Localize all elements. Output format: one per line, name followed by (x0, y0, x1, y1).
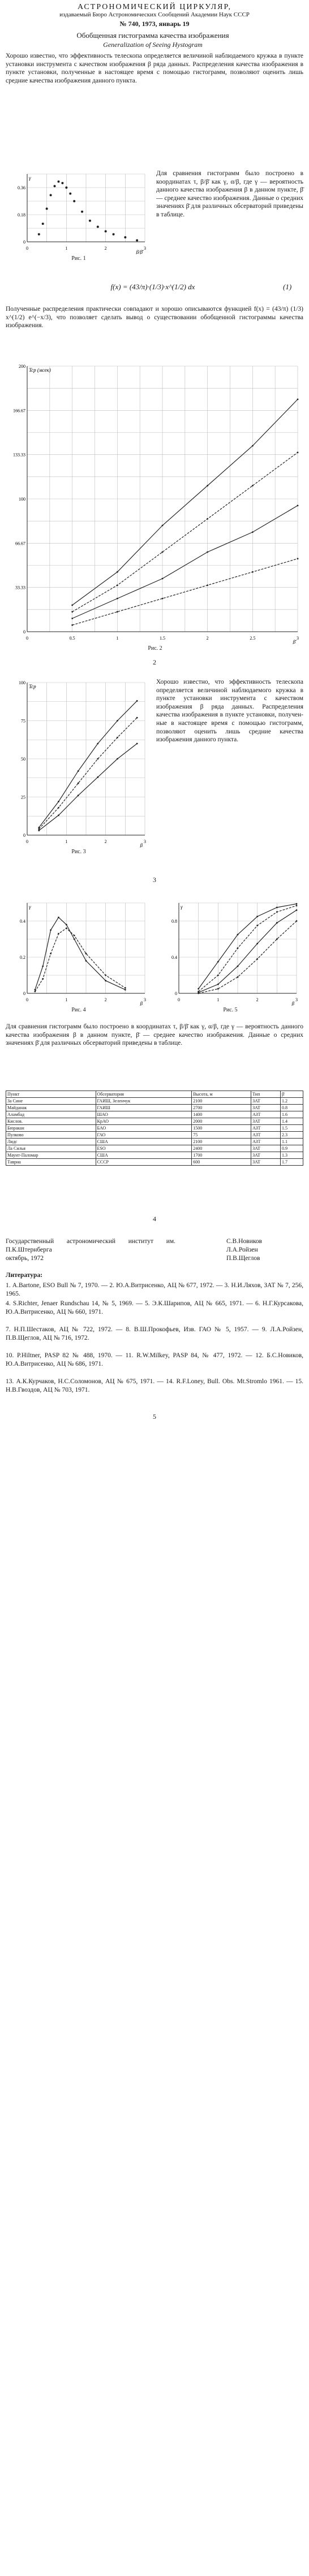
data-point (73, 200, 75, 202)
data-point (74, 935, 75, 936)
data-point (113, 233, 115, 236)
data-point (276, 911, 278, 913)
table-header-cell: Обсерватория (96, 1091, 192, 1098)
table-row (6, 1105, 303, 1111)
data-point (124, 236, 126, 238)
table-cell: Маунт-Паломар (6, 1152, 96, 1159)
table-row (6, 1152, 303, 1159)
data-point (162, 578, 164, 580)
references-title: Литература: (6, 1272, 43, 1279)
paragraph-1: Хорошо известно, что эффективность телескопа определяется величиной наблюдаемого кружка в пункте установки инструмента с качеством изображения β ряда данных. Распределения качества изображения в пункте установки, полученные в настоящее время с помощью гистограмм, позволяют оценить лишь средние качества изображения данного пункта. (6, 53, 303, 84)
x-tick-label: 3 (144, 997, 146, 1002)
data-point (237, 976, 239, 978)
page-number-3: 3 (153, 876, 156, 884)
table-cell: ЗАТ (251, 1105, 281, 1111)
table-row (6, 1132, 303, 1139)
table-cell: ЗАТ (251, 1145, 281, 1152)
data-point (85, 960, 87, 962)
y-axis-label: γ (29, 175, 31, 181)
table-cell: 1500 (192, 1125, 251, 1132)
data-point (66, 924, 67, 926)
figure-1-chart (8, 170, 149, 254)
page-number-2: 2 (153, 658, 156, 666)
article-title-en: Generalization of Seeing Hystogram (103, 41, 203, 49)
table-cell: 1.2 (281, 1098, 303, 1105)
equation: f(x) = (43/π)·(1/3)·x^(1/2) dx (110, 283, 195, 291)
x-tick-label: 1.5 (160, 636, 165, 641)
data-point (71, 605, 73, 606)
data-point (252, 445, 254, 447)
data-point (217, 984, 219, 985)
y-axis-label: γ (29, 904, 31, 910)
reference-3: 7. Н.П.Шестаков, АЦ № 722, 1972. — 8. В.Ш.Прокофьев, Изв. ГАО № 5, 1957. — 9. Л.А.Ройзен, П.В.Щеглов, АЦ № 716, 1972. (6, 1326, 303, 1341)
x-tick-label: 0 (26, 246, 28, 251)
y-tick-label: 0 (23, 991, 25, 996)
table-cell: ШАО (96, 1111, 192, 1118)
paragraph-2: Для сравнения гистограмм было построено в координатах τ, β/β̄ как γ, α/β, где γ — вероятность данного качества изображения β в данном пункте, β̄ — среднее качество изображения. Данные о средних значениях β̄ для различных обсерваторий приведены в таблице. (156, 170, 303, 218)
page-number-5: 5 (153, 1413, 156, 1421)
data-point (237, 934, 239, 936)
reference-1: 1. А.Bartone, ESO Bull № 7, 1970. — 2. Ю.А.Витрисенко, АЦ № 677, 1972. — 3. Н.И.Ляхов, ЗАТ № 7, 256, 1965. (6, 1282, 303, 1297)
table-row (6, 1139, 303, 1145)
data-point (71, 624, 73, 626)
data-point (54, 185, 56, 187)
data-point (207, 485, 208, 486)
x-axis-label: β̄ (293, 639, 295, 644)
data-point (34, 991, 36, 992)
table-cell: 1.1 (281, 1139, 303, 1145)
y-tick-label: 50 (21, 757, 25, 762)
data-point (136, 239, 138, 241)
x-tick-label: 0 (178, 997, 180, 1002)
paragraph-3: Полученные распределения практически совпадают и хорошо описываются функцией f(x) = (43/π) (1/3) x^(1/2) e^(−x/3), что позволяет сделать вывод о существовании обобщенной гистограммы качества изображения. (6, 306, 303, 329)
table-cell: ГАО (96, 1132, 192, 1139)
table-cell: АЗТ (251, 1132, 281, 1139)
data-point (162, 598, 164, 600)
x-tick-label: 2 (206, 636, 209, 641)
data-point (105, 975, 106, 976)
data-point (85, 953, 87, 954)
x-tick-label: 1 (217, 997, 220, 1002)
data-point (217, 961, 219, 963)
y-tick-label: 100 (19, 680, 25, 685)
data-point (276, 939, 278, 940)
publisher-line: издаваемый Бюро Астрономических Сообщений Академии Наук СССР (59, 11, 250, 18)
table-header-cell: β̄ (281, 1091, 303, 1098)
institution: Государственный астрономический институт им. П.К.Штернберга (6, 1238, 175, 1253)
table-cell: БАО (96, 1125, 192, 1132)
x-axis-label: β/β̄ (136, 249, 143, 254)
figure-3-chart (8, 678, 149, 848)
data-point (105, 230, 107, 232)
table-cell: 0.8 (281, 1105, 303, 1111)
x-tick-label: 1 (65, 839, 68, 844)
data-point (256, 958, 258, 960)
x-tick-label: 2 (256, 997, 259, 1002)
table-header-cell: Пункт (6, 1091, 96, 1098)
table-cell: 2000 (192, 1118, 251, 1125)
y-axis-label: γ (181, 904, 183, 910)
y-tick-label: 66.67 (15, 541, 25, 546)
figure-5-chart (160, 898, 301, 1006)
table-cell: Кислов. (6, 1118, 96, 1125)
x-tick-label: 3 (295, 997, 298, 1002)
data-point (297, 451, 299, 453)
table-row (6, 1118, 303, 1125)
table-cell: 600 (192, 1159, 251, 1166)
figure-1-caption: Рис. 1 (71, 255, 86, 262)
data-point (296, 920, 298, 922)
series-line (39, 718, 137, 829)
data-point (217, 988, 219, 990)
data-point (136, 700, 138, 702)
data-point (58, 916, 59, 918)
data-point (71, 611, 73, 612)
data-point (207, 584, 208, 586)
equation-number: (1) (283, 283, 292, 291)
table-cell: СССР (96, 1159, 192, 1166)
data-point (97, 776, 98, 778)
y-axis-label: Tcp (мсек) (29, 367, 51, 373)
table-header-cell: Высота, м (192, 1091, 251, 1098)
table-cell: Лидс (6, 1139, 96, 1145)
table-cell: Аламбад (6, 1111, 96, 1118)
figure-2-caption: Рис. 2 (148, 645, 162, 651)
data-point (256, 916, 258, 918)
data-point (237, 948, 239, 949)
data-point (117, 720, 118, 722)
x-tick-label: 1 (116, 636, 119, 641)
table-cell: Тавриа (6, 1159, 96, 1166)
figure-4-chart (8, 898, 149, 1006)
table-cell: Бюракан (6, 1125, 96, 1132)
data-point (97, 758, 98, 760)
figure-4-caption: Рис. 4 (71, 1007, 86, 1013)
x-tick-label: 1 (65, 246, 68, 251)
y-tick-label: 100 (19, 497, 25, 502)
y-tick-label: 200 (19, 364, 25, 369)
figure-2-chart (8, 362, 302, 644)
table-cell: АЗТ (251, 1111, 281, 1118)
data-point (58, 801, 59, 802)
x-tick-label: 2 (104, 997, 107, 1002)
data-point (276, 922, 278, 924)
y-tick-label: 0 (23, 240, 25, 245)
figure-3-caption: Рис. 3 (71, 849, 86, 855)
table-row (6, 1111, 303, 1118)
data-point (74, 939, 75, 940)
table-cell: 1.7 (281, 1159, 303, 1166)
data-point (296, 903, 298, 905)
data-point (256, 943, 258, 945)
y-tick-label: 0.4 (171, 955, 177, 960)
data-point (207, 551, 208, 553)
x-tick-label: 3 (144, 839, 146, 844)
data-point (71, 618, 73, 619)
table-cell: ЗАТ (251, 1152, 281, 1159)
series-line (199, 906, 297, 992)
table-cell: КрАО (96, 1118, 192, 1125)
series-line (199, 904, 297, 989)
data-point (50, 953, 52, 954)
data-point (105, 980, 106, 981)
data-point (38, 233, 40, 236)
data-point (276, 907, 278, 909)
table-cell: 0.9 (281, 1145, 303, 1152)
table-header-cell: Тип (251, 1091, 281, 1098)
table-cell: ЗАТ (251, 1159, 281, 1166)
table-cell: США (96, 1152, 192, 1159)
series-line (35, 928, 125, 992)
paragraph-2-repeat: Для сравнения гистограмм было построено в координатах τ, β/β̄ как γ, α/β, где γ — вероятность данного качества изображения β в данном пункте, β̄ — среднее качество изображения. Данные о средних значениях β̄ для различных обсерваторий приведены в таблице. (6, 1023, 303, 1047)
data-point (297, 558, 299, 559)
table-cell: 1.3 (281, 1152, 303, 1159)
data-point (162, 551, 164, 553)
data-point (58, 933, 59, 935)
data-point (117, 758, 118, 760)
data-point (78, 770, 79, 772)
x-axis-label: β (140, 842, 143, 848)
data-point (69, 193, 71, 195)
table-header-row (6, 1091, 303, 1098)
y-tick-label: 0 (23, 629, 25, 635)
data-point (256, 925, 258, 927)
data-point (38, 828, 40, 830)
y-axis-label: Tcp (29, 684, 36, 689)
sign-date: октябрь, 1972 (6, 1255, 44, 1262)
author-3: П.В.Щеглов (226, 1255, 260, 1262)
y-tick-label: 133.33 (13, 452, 25, 458)
x-tick-label: 0 (26, 636, 28, 641)
table-cell: 2100 (192, 1098, 251, 1105)
data-point (89, 220, 91, 222)
table-cell: 2100 (192, 1139, 251, 1145)
y-tick-label: 0 (175, 991, 177, 996)
data-point (97, 743, 98, 745)
y-tick-label: 0 (23, 833, 25, 838)
x-tick-label: 3 (297, 636, 299, 641)
data-table-wrap (6, 1091, 303, 1166)
table-row (6, 1125, 303, 1132)
table-cell: 2.3 (281, 1132, 303, 1139)
data-point (58, 815, 59, 816)
x-tick-label: 0.5 (69, 636, 75, 641)
data-point (117, 737, 118, 739)
data-point (252, 485, 254, 486)
table-cell: 1.6 (281, 1111, 303, 1118)
article-title: Обобщенная гистограмма качества изображения (76, 31, 229, 40)
data-point (296, 905, 298, 906)
data-point (136, 717, 138, 719)
data-point (61, 182, 63, 184)
data-table (6, 1091, 303, 1166)
reference-2: 4. S.Richter, Jenaer Rundschau 14, № 5, 1969. — 5. Э.К.Шарипов, АЦ № 665, 1971. — 6. Н.Г.Курсакова, Ю.А.Витрисенко, АЦ № 660, 1971. (6, 1300, 303, 1315)
data-point (136, 743, 138, 745)
data-point (198, 988, 199, 990)
y-tick-label: 166.67 (13, 408, 25, 414)
data-point (237, 966, 239, 967)
table-cell: 2400 (192, 1145, 251, 1152)
y-tick-label: 33.33 (15, 585, 25, 590)
reference-4: 10. P.Hiltner, PASP 82 № 488, 1970. — 11. R.W.Milkey, PASP 84, № 477, 1972. — 12. Б.С.Новиков, Ю.А.Витрисенко, АЦ № 686, 1971. (6, 1352, 303, 1367)
table-cell: Майданак (6, 1105, 96, 1111)
table-cell: 1.5 (281, 1125, 303, 1132)
data-point (42, 223, 44, 225)
y-tick-label: 0.2 (20, 955, 25, 960)
data-point (296, 909, 298, 911)
data-point (252, 571, 254, 573)
issue-line: № 740, 1973, январь 19 (119, 20, 190, 28)
table-cell: ESO (96, 1145, 192, 1152)
x-tick-label: 0 (26, 997, 28, 1002)
data-point (297, 398, 299, 400)
series-line (39, 701, 137, 827)
reference-5: 13. А.К.Курчаков, Н.С.Соломонов, АЦ № 675, 1971. — 14. R.F.Loney, Bull. Obs. Mt.Stromlo 1961. — 15. Н.В.Гвоздов, АЦ № 703, 1971. (6, 1378, 303, 1393)
data-point (125, 989, 126, 991)
table-cell: 2700 (192, 1105, 251, 1111)
data-point (297, 505, 299, 506)
x-axis-label: β (291, 1001, 294, 1006)
series-line (199, 910, 297, 993)
x-tick-label: 3 (144, 246, 146, 251)
table-cell: ГАИШ (96, 1105, 192, 1111)
table-row (6, 1145, 303, 1152)
data-point (117, 611, 118, 612)
data-point (117, 598, 118, 600)
series-line (39, 744, 137, 831)
table-row (6, 1098, 303, 1105)
data-point (207, 518, 208, 520)
data-point (42, 966, 44, 967)
x-tick-label: 2 (104, 839, 107, 844)
data-point (217, 975, 219, 976)
data-point (66, 927, 67, 929)
x-tick-label: 2.5 (250, 636, 256, 641)
data-point (97, 225, 99, 228)
table-cell: ЗАТ (251, 1098, 281, 1105)
data-point (78, 794, 79, 796)
y-tick-label: 75 (21, 718, 25, 724)
table-cell: Ла Силья (6, 1145, 96, 1152)
data-point (81, 211, 83, 213)
table-cell: 1400 (192, 1111, 251, 1118)
data-point (78, 783, 79, 784)
x-tick-label: 2 (104, 246, 107, 251)
author-1: С.В.Новиков (226, 1238, 262, 1245)
y-tick-label: 25 (21, 794, 25, 800)
data-point (117, 584, 118, 586)
table-cell: АЗТ (251, 1125, 281, 1132)
data-point (198, 993, 199, 994)
table-cell: США (96, 1139, 192, 1145)
y-tick-label: 0.36 (18, 185, 25, 190)
table-cell: 75 (192, 1132, 251, 1139)
table-cell: 1700 (192, 1152, 251, 1159)
data-point (58, 807, 59, 809)
data-point (65, 186, 67, 189)
y-tick-label: 0.8 (171, 919, 177, 924)
page-number-4: 4 (153, 1215, 156, 1223)
table-cell: ГАИШ, Зеленчук (96, 1098, 192, 1105)
journal-title: АСТРОНОМИЧЕСКИЙ ЦИРКУЛЯР, (78, 3, 231, 11)
table-cell: АЗТ (251, 1139, 281, 1145)
table-row (6, 1159, 303, 1166)
table-cell: Пулково (6, 1132, 96, 1139)
figure-5-caption: Рис. 5 (223, 1007, 238, 1013)
data-point (57, 180, 59, 183)
data-point (46, 207, 48, 210)
author-2: Л.А.Ройзен (226, 1246, 258, 1253)
table-cell: За Сине (6, 1098, 96, 1105)
table-cell: 1.4 (281, 1118, 303, 1125)
data-point (38, 830, 40, 832)
data-point (252, 531, 254, 533)
x-axis-label: β (140, 1001, 143, 1006)
data-point (42, 978, 44, 980)
data-point (162, 525, 164, 527)
table-cell: ЗАТ (251, 1118, 281, 1125)
data-point (50, 194, 52, 196)
data-point (117, 571, 118, 573)
paragraph-1-repeat: Хорошо известно, что эффективность телескопа определяется величиной наблюдаемого кружка в пункте установки инструмента с качеством изображения β ряда данных. Распределения качества изображения в пункте установки, полученные в настоящее время с помощью гистограмм, позволяют оценить лишь средние качества изображения данного пункта. (156, 679, 303, 744)
x-tick-label: 1 (65, 997, 68, 1002)
data-point (125, 987, 126, 989)
data-point (50, 929, 52, 931)
x-tick-label: 0 (26, 839, 28, 844)
y-tick-label: 0.18 (18, 212, 25, 218)
y-tick-label: 0.4 (20, 919, 25, 924)
